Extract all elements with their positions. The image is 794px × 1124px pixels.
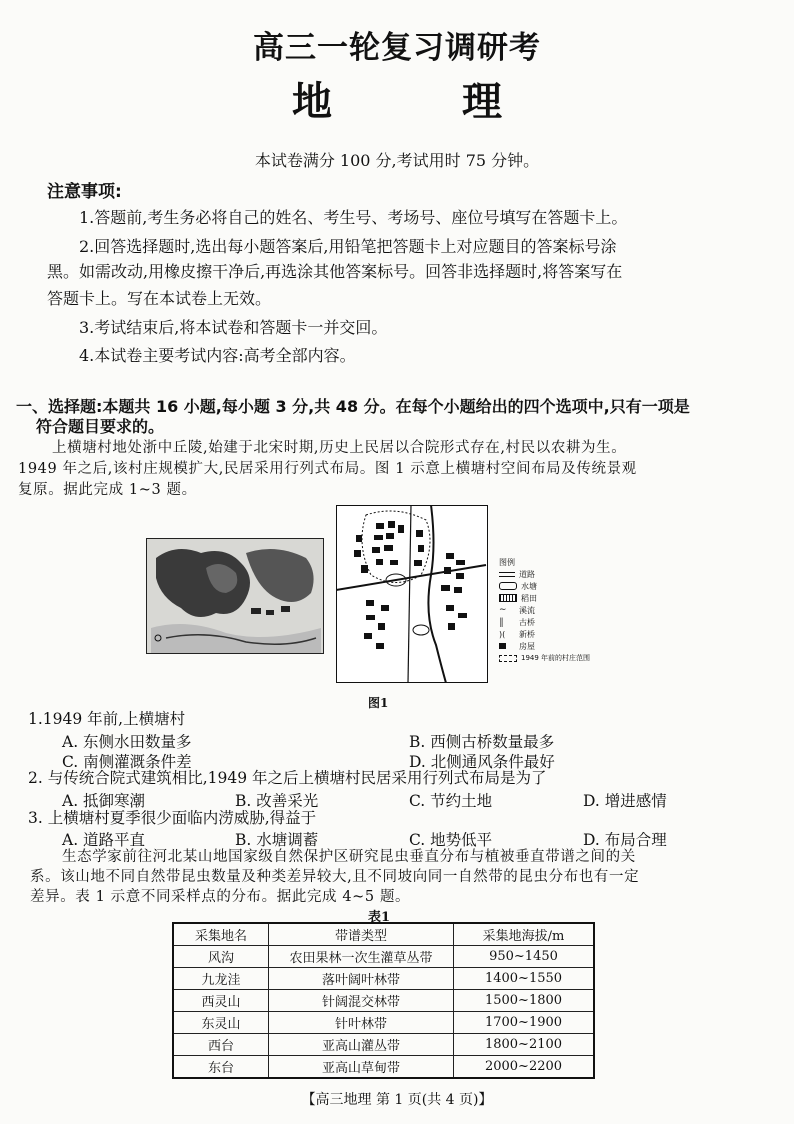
section-heading-line-1: 一、选择题:本题共 16 小题,每小题 3 分,共 48 分。在每个小题给出的四个选项中,只有一项是: [16, 397, 690, 416]
legend-old-bridge: [499, 616, 619, 628]
intro-1-line-2: 1949 年之后,该村庄规模扩大,民居采用行列式布局。图 1 示意上横塘村空间布局及传统景观: [18, 461, 637, 477]
figure-legend: [499, 556, 619, 664]
table-cell: 2000~2200: [454, 1056, 595, 1079]
question-2-stem: 2. 与传统合院式建筑相比,1949 年之后上横塘村民居采用行列式布局是为了: [28, 769, 547, 787]
legend-village-range-label: 1949 年前的村庄范围: [521, 654, 591, 662]
intro-2-line-3: 差异。表 1 示意不同采样点的分布。据此完成 4~5 题。: [30, 889, 411, 905]
table-cell: 九龙洼: [173, 968, 269, 990]
q3-option-a: A. 道路平直: [62, 831, 146, 849]
header-altitude: 采集地海拔/m: [454, 923, 595, 946]
notice-heading: 注意事项:: [47, 182, 122, 202]
figure-caption: 图1: [368, 696, 389, 710]
legend-old-bridge-label: 古桥: [519, 617, 535, 627]
table-cell: 针阔混交林带: [269, 990, 454, 1012]
legend-pond-label: 水塘: [521, 581, 537, 591]
q1-option-b: B. 西侧古桥数量最多: [409, 733, 555, 751]
notice-item-2-end: 答题卡上。写在本试卷上无效。: [47, 289, 272, 308]
paddy-swatch: [499, 594, 517, 602]
q1-option-d: D. 北侧通风条件最好: [409, 753, 555, 771]
legend-paddy: [499, 592, 619, 604]
table-1: [172, 922, 595, 1079]
table-cell: 1500~1800: [454, 990, 595, 1012]
q3-option-b: B. 水塘调蓄: [235, 831, 319, 849]
legend-pond: [499, 580, 619, 592]
notice-item-2-cont: 黑。如需改动,用橡皮擦干净后,再选涂其他答案标号。回答非选择题时,将答案写在: [47, 262, 623, 281]
q2-option-d: D. 增进感情: [583, 792, 667, 810]
table-cell: 亚高山草甸带: [269, 1056, 454, 1079]
table-cell: 东灵山: [173, 1012, 269, 1034]
table-row: [173, 1034, 594, 1056]
q2-option-a: A. 抵御寒潮: [62, 792, 146, 810]
table-row: [173, 946, 594, 968]
notice-item-3: 3.考试结束后,将本试卷和答题卡一并交回。: [79, 318, 388, 337]
table-cell: 针叶林带: [269, 1012, 454, 1034]
q2-option-c: C. 节约土地: [409, 792, 493, 810]
road-swatch: [499, 572, 515, 577]
legend-stream-label: 溪流: [519, 605, 535, 615]
village-range-swatch: [499, 655, 517, 662]
data-table: [172, 922, 595, 1079]
score-note: 本试卷满分 100 分,考试用时 75 分钟。: [254, 151, 540, 170]
table-header-row: [173, 923, 594, 946]
legend-paddy-label: 稻田: [521, 593, 537, 603]
new-bridge-swatch: )(: [499, 629, 506, 639]
legend-road: [499, 568, 619, 580]
table-cell: 风沟: [173, 946, 269, 968]
legend-title: [499, 556, 619, 568]
legend-new-bridge: [499, 628, 619, 640]
section-heading-line-2: 符合题目要求的。: [36, 417, 165, 436]
legend-stream: [499, 604, 619, 616]
notice-item-2: 2.回答选择题时,选出每小题答案后,用铅笔把答题卡上对应题目的答案标号涂: [79, 237, 617, 256]
legend-title-text: 图例: [499, 557, 515, 567]
intro-2-line-2: 系。该山地不同自然带昆虫数量及种类差异较大,且不同坡向同一自然带的昆虫分布也有一定: [30, 869, 640, 885]
section-heading: [16, 397, 746, 437]
table-cell: 950~1450: [454, 946, 595, 968]
village-layout-map: [336, 505, 488, 683]
table-cell: 1700~1900: [454, 1012, 595, 1034]
q3-option-d: D. 布局合理: [583, 831, 667, 849]
table-cell: 亚高山灌丛带: [269, 1034, 454, 1056]
legend-new-bridge-label: 新桥: [519, 629, 535, 639]
q3-option-c: C. 地势低平: [409, 831, 493, 849]
intro-2-line-1: 生态学家前往河北某山地国家级自然保护区研究昆虫垂直分布与植被垂直带谱之间的关: [62, 849, 636, 865]
table-cell: 1400~1550: [454, 968, 595, 990]
old-bridge-swatch: ║: [499, 617, 504, 627]
exam-title: 高三一轮复习调研考: [253, 30, 541, 66]
table-cell: 落叶阔叶林带: [269, 968, 454, 990]
notice-item-1: 1.答题前,考生务必将自己的姓名、考生号、考场号、座位号填写在答题卡上。: [79, 208, 628, 227]
table-cell: 西台: [173, 1034, 269, 1056]
header-site: 采集地名: [173, 923, 269, 946]
table-row: [173, 968, 594, 990]
legend-village-range: [499, 652, 619, 664]
table-caption: 表1: [368, 910, 391, 925]
stream-swatch: ∼: [499, 605, 507, 615]
pond-swatch: [499, 582, 517, 590]
table-cell: 农田果林一次生灌草丛带: [269, 946, 454, 968]
legend-house-label: 房屋: [519, 641, 535, 651]
question-1-stem: 1.1949 年前,上横塘村: [28, 710, 186, 728]
header-belt-type: 带谱类型: [269, 923, 454, 946]
table-row: [173, 990, 594, 1012]
table-cell: 东台: [173, 1056, 269, 1079]
subject-title: 地 理: [292, 79, 560, 125]
legend-road-label: 道路: [519, 569, 535, 579]
question-3-stem: 3. 上横塘村夏季很少面临内涝威胁,得益于: [28, 809, 317, 827]
table-row: [173, 1012, 594, 1034]
page-footer: 【高三地理 第 1 页(共 4 页)】: [301, 1092, 493, 1108]
q1-option-c: C. 南侧灌溉条件差: [62, 753, 192, 771]
q1-option-a: A. 东侧水田数量多: [62, 733, 192, 751]
house-swatch: [499, 643, 506, 649]
landscape-photo: [146, 538, 324, 654]
q2-option-b: B. 改善采光: [235, 792, 319, 810]
table-cell: 西灵山: [173, 990, 269, 1012]
intro-1-line-1: 上横塘村地处浙中丘陵,始建于北宋时期,历史上民居以合院形式存在,村民以农耕为生。: [52, 440, 627, 456]
legend-house: [499, 640, 619, 652]
notice-item-4: 4.本试卷主要考试内容:高考全部内容。: [79, 346, 356, 365]
intro-1-line-3: 复原。据此完成 1~3 题。: [18, 482, 197, 498]
table-cell: 1800~2100: [454, 1034, 595, 1056]
table-row: [173, 1056, 594, 1079]
